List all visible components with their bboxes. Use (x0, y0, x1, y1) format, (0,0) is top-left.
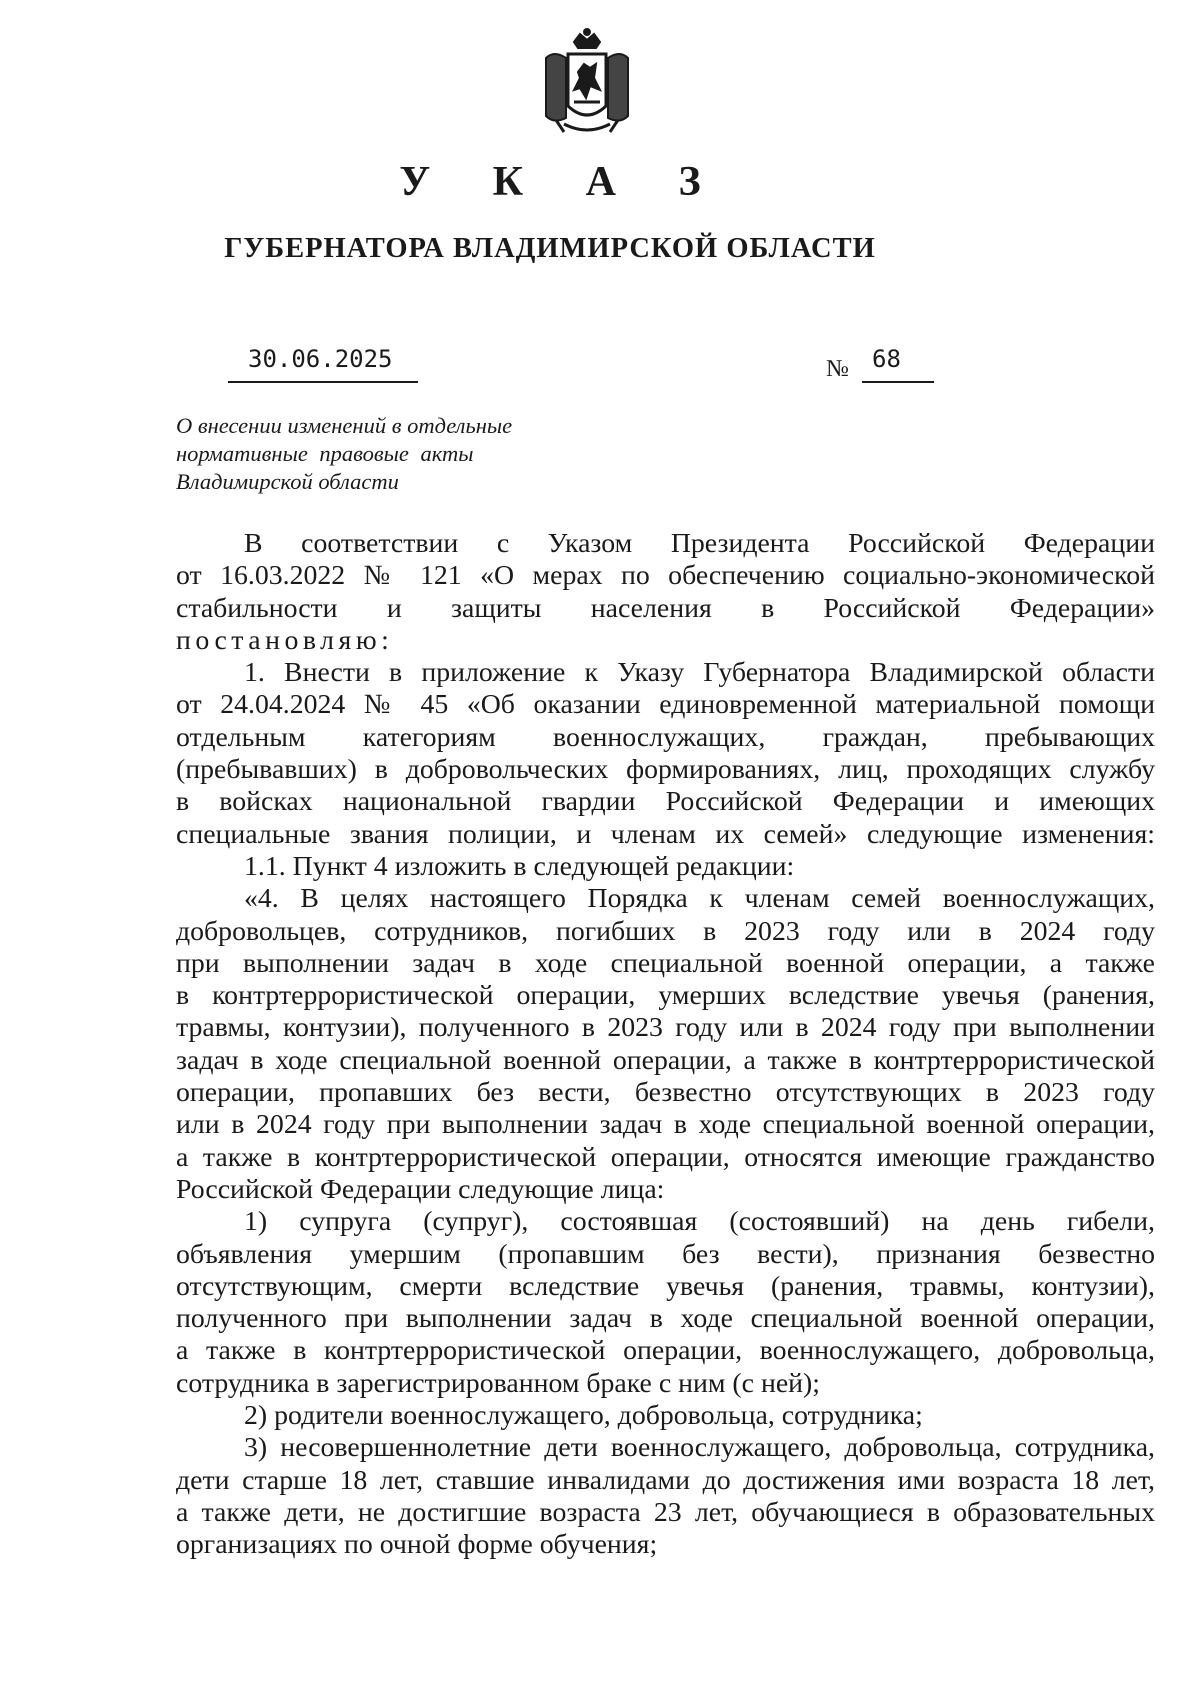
document-date: 30.06.2025 (228, 345, 418, 383)
about-line: О внесении изменений в отдельные (176, 413, 513, 438)
body-line: или в 2024 году при выполнении задач в ходе специальной военной операции, (176, 1109, 1155, 1141)
about-line: нормативные правовые акты (176, 441, 474, 466)
body-line: 1. Внести в приложение к Указу Губернатора Владимирской области (244, 657, 1155, 689)
body-line: 3) несовершеннолетние дети военнослужащего, добровольца, сотрудника, (244, 1432, 1155, 1464)
body-line: 1) супруга (супруг), состоявшая (состоявший) на день гибели, (244, 1206, 1155, 1238)
body-line: (пребывавших) в добровольческих формированиях, лиц, проходящих службу (176, 754, 1155, 786)
document-subtitle: ГУБЕРНАТОРА ВЛАДИМИРСКОЙ ОБЛАСТИ (224, 233, 876, 264)
document-number: 68 (862, 345, 934, 383)
body-line: а также дети, не достигшие возраста 23 лет, обучающиеся в образовательных (176, 1496, 1155, 1528)
body-line: при выполнении задач в ходе специальной военной операции, а также (176, 947, 1155, 979)
body-line: отсутствующим, смерти вследствие увечья (ранения, травмы, контузии), (176, 1270, 1155, 1302)
body-line: дети старше 18 лет, ставшие инвалидами до достижения ими возраста 18 лет, (176, 1464, 1155, 1496)
body-line: задач в ходе специальной военной операции, а также в контртеррористической (176, 1044, 1155, 1076)
body-line: объявления умершим (пропавшим без вести), признания безвестно (176, 1238, 1155, 1270)
body-line: постановляю: (176, 624, 394, 656)
body-line: стабильности и защиты населения в Российской Федерации» (176, 592, 1155, 624)
body-line: отдельным категориям военнослужащих, граждан, пребывающих (176, 721, 1155, 753)
document-body (176, 528, 1155, 1562)
body-line: в контртеррористической операции, умерших вследствие увечья (ранения, (176, 980, 1155, 1012)
body-line: 2) родители военнослужащего, добровольца, сотрудника; (244, 1400, 923, 1432)
body-line: организациях по очной форме обучения; (176, 1529, 658, 1561)
body-line: операции, пропавших без вести, безвестно отсутствующих в 2023 году (176, 1077, 1155, 1109)
body-line: от 24.04.2024 № 45 «Об оказании единовременной материальной помощи (176, 689, 1155, 721)
body-line: травмы, контузии), полученного в 2023 году или в 2024 году при выполнении (176, 1012, 1155, 1044)
body-line: «4. В целях настоящего Порядка к членам семей военнослужащих, (244, 883, 1155, 915)
body-line: В соответствии с Указом Президента Российской Федерации (244, 528, 1155, 559)
coat-of-arms-icon (534, 28, 640, 138)
body-line: в войсках национальной гвардии Российской Федерации и имеющих (176, 786, 1155, 818)
about-line: Владимирской области (176, 469, 399, 494)
body-line: Российской Федерации следующие лица: (176, 1173, 665, 1205)
document-about (176, 412, 596, 496)
number-sign: № (826, 356, 849, 382)
body-line: 1.1. Пункт 4 изложить в следующей редакции: (244, 850, 795, 882)
body-line: полученного при выполнении задач в ходе специальной военной операции, (176, 1303, 1155, 1335)
body-line: сотрудника в зарегистрированном браке с ним (с ней); (176, 1367, 821, 1399)
body-line: добровольцев, сотрудников, погибших в 2023 году или в 2024 году (176, 915, 1155, 947)
body-line: от 16.03.2022 № 121 «О мерах по обеспечению социально-экономической (176, 560, 1155, 592)
body-line: специальные звания полиции, и членам их семей» следующие изменения: (176, 818, 1155, 850)
body-line: а также в контртеррористической операции, относятся имеющие гражданство (176, 1141, 1155, 1173)
document-title: У К А З (399, 159, 727, 205)
body-line: а также в контртеррористической операции, военнослужащего, добровольца, (176, 1335, 1155, 1367)
